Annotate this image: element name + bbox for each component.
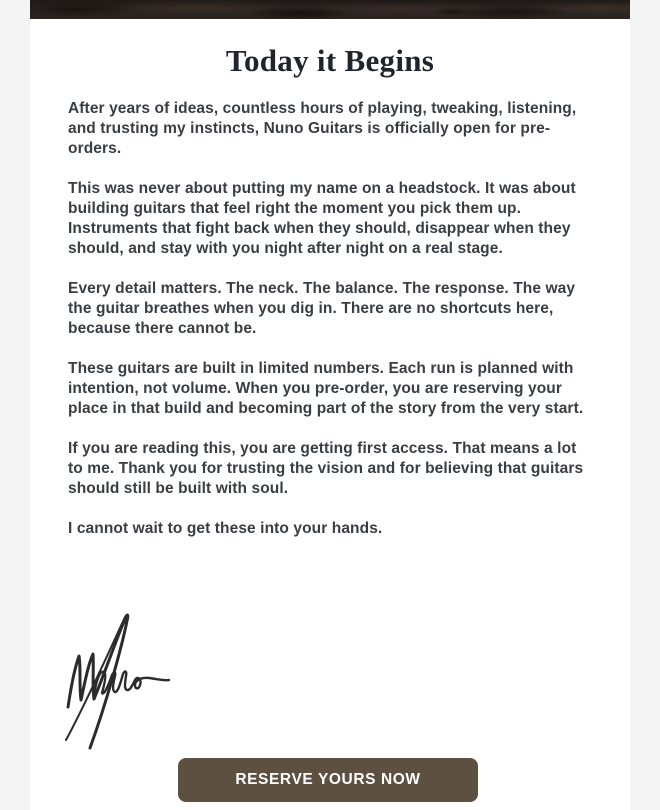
reserve-button[interactable]: RESERVE YOURS NOW bbox=[178, 758, 478, 802]
signature-stroke-tail bbox=[94, 672, 169, 696]
paragraph: I cannot wait to get these into your hands. bbox=[68, 520, 383, 537]
paragraph: After years of ideas, countless hours of playing, tweaking, listening, and trusting my instincts, Nuno Guitars is officially open for pre-orders. bbox=[68, 100, 577, 157]
body-paragraphs bbox=[68, 99, 592, 539]
email-card bbox=[30, 0, 630, 810]
paragraph: These guitars are built in limited numbers. Each run is planned with intention, not volume. When you pre-order, you are reserving your place in that build and becoming part of the story from the very start. bbox=[68, 360, 584, 417]
hero-image bbox=[30, 0, 630, 19]
paragraph: This was never about putting my name on a headstock. It was about building guitars that feel right the moment you pick them up. Instruments that fight back when they should, disappear when they should, and stay with you night after night on a real stage. bbox=[68, 180, 576, 257]
paragraph: Every detail matters. The neck. The balance. The response. The way the guitar breathes when you dig in. There are no shortcuts here, because there cannot be. bbox=[68, 280, 576, 337]
signature-stroke-diagonal bbox=[66, 617, 125, 740]
signature-image bbox=[55, 606, 185, 751]
paragraph: If you are reading this, you are getting first access. That means a lot to me. Thank you for trusting the vision and for believing that guitars should still be built with soul. bbox=[68, 440, 584, 497]
page-title: Today it Begins bbox=[225, 43, 435, 78]
